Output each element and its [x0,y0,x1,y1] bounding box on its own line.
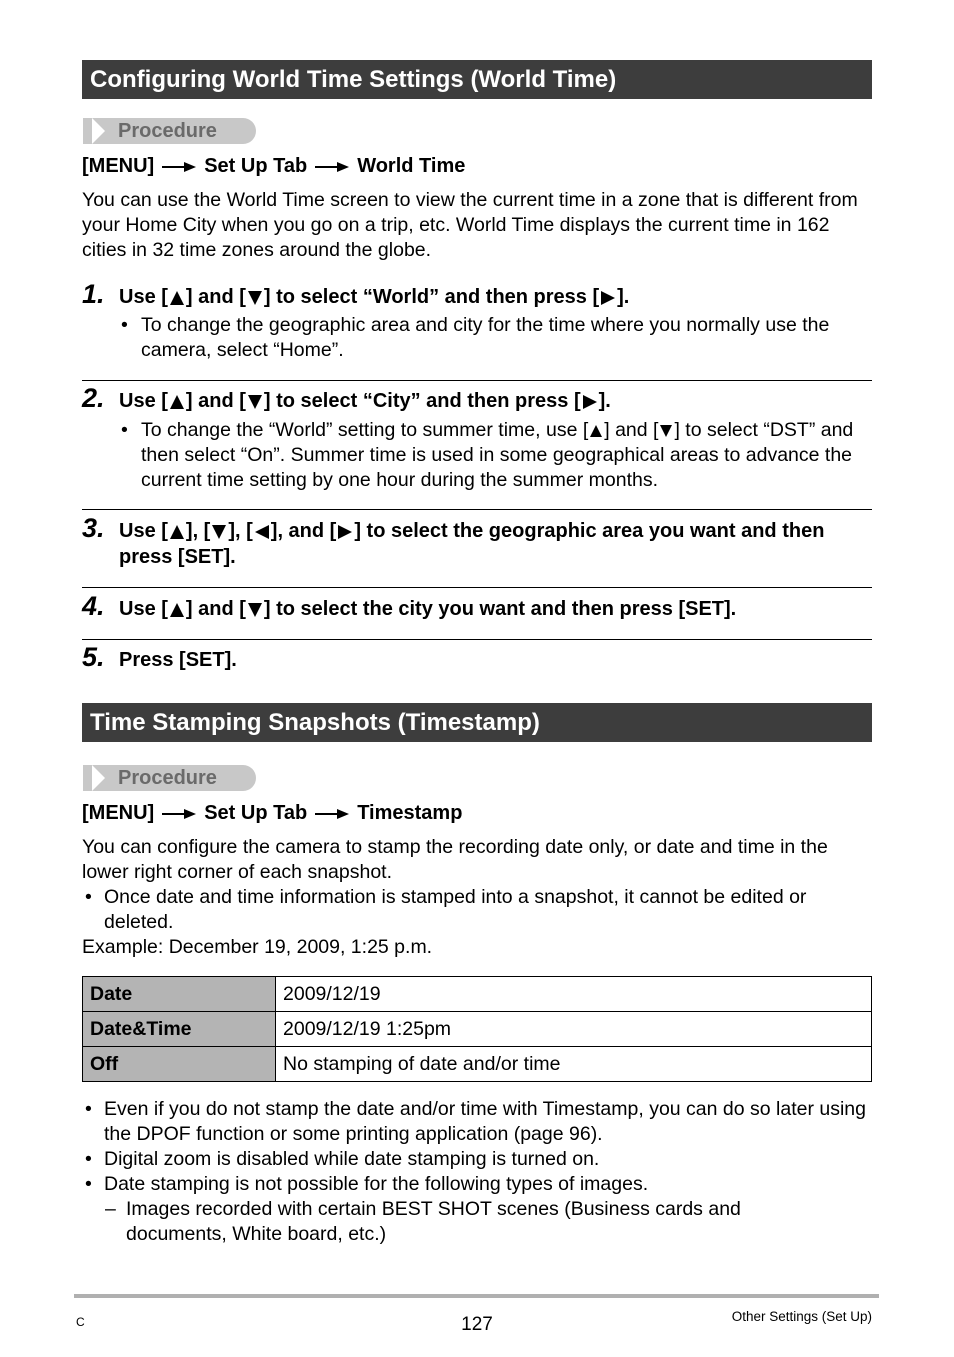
footer-rule [74,1294,879,1298]
table-row [83,977,872,1012]
procedure-bar [83,118,91,144]
table-value: No stamping of date and/or time [276,1047,872,1082]
note-text: Date stamping is not possible for the following types of images. [104,1173,649,1195]
step-4-text [119,596,879,622]
arrow-right-icon [315,809,349,819]
down-arrow-icon [660,425,672,437]
note-3 [85,1172,875,1197]
text-segment: ] and [ [185,598,246,620]
right-arrow-icon [583,395,597,409]
text-segment: ] to select the city you want and then press [SET]. [263,598,737,620]
timestamp-bullet [85,885,875,935]
text-segment: ] to select “DST” and then select “On”. Summer time is used in some geographical areas to advance the current time setting by one hour during the summer months. [141,419,854,491]
procedure-badge [83,765,256,791]
intro-paragraph: You can use the World Time screen to view the current time in a zone that is different from your Home City when you go on a trip, etc. World Time displays the current time in 162 cities in 32 time zones around the globe. [82,189,858,261]
chevron-right-icon [92,765,105,791]
text-segment: Use [ [119,520,168,542]
down-arrow-icon [212,525,226,539]
menu-path-setup-tab: Set Up Tab [204,155,308,177]
table-value: 2009/12/19 1:25pm [276,1012,872,1047]
up-arrow-icon [170,603,184,617]
bullet-dot: • [85,1148,92,1170]
down-arrow-icon [248,291,262,305]
dash-mark: – [105,1198,116,1220]
table-key: Date&Time [83,1012,276,1047]
up-arrow-icon [590,425,602,437]
procedure-badge [83,118,256,144]
text-segment: ] and [ [185,390,246,412]
bullet-text: Once date and time information is stamped into a snapshot, it cannot be edited or deleted. [104,886,807,933]
step-number: 3. [82,513,105,543]
page-number: 127 [461,1314,493,1335]
table-row [83,1047,872,1082]
right-arrow-icon [601,291,615,305]
table-key: Date [83,977,276,1012]
text-segment: ], and [ [270,520,337,542]
text-segment: ]. [598,390,611,412]
divider [82,380,872,381]
menu-path [82,154,465,178]
table-value: 2009/12/19 [276,977,872,1012]
note-text [141,418,871,493]
text-segment: Use [ [119,390,168,412]
up-arrow-icon [170,291,184,305]
step-2-text [119,388,879,414]
table-row [83,1012,872,1047]
section-title-world-time: Configuring World Time Settings (World Time) [82,60,872,99]
bullet-dot: • [85,1173,92,1195]
procedure-bar [83,765,91,791]
menu-path-menu: [MENU] [82,802,155,824]
step-number: 2. [82,383,105,413]
footer-chapter: Other Settings (Set Up) [731,1309,872,1324]
sub-note [105,1197,855,1247]
bullet-dot: • [121,314,128,336]
down-arrow-icon [248,395,262,409]
text-segment: Use [ [119,286,168,308]
bullet-dot: • [85,1098,92,1120]
note-1 [85,1097,875,1147]
text-segment: To change the “World” setting to summer time, use [ [141,419,589,441]
table-key: Off [83,1047,276,1082]
divider [82,509,872,510]
step-number: 5. [82,642,105,672]
text-segment: ], [ [228,520,253,542]
right-arrow-icon [338,525,352,539]
timestamp-table [82,976,872,1082]
section-title-timestamp: Time Stamping Snapshots (Timestamp) [82,703,872,742]
divider [82,639,872,640]
note-text: Digital zoom is disabled while date stamping is turned on. [104,1148,600,1170]
chevron-right-icon [92,118,105,144]
bullet-dot: • [121,419,128,441]
timestamp-intro: You can configure the camera to stamp the recording date only, or date and time in the lower right corner of each snapshot. [82,836,828,883]
example-text: Example: December 19, 2009, 1:25 p.m. [82,936,433,958]
text-segment: ] and [ [604,419,659,441]
text-segment: ]. [617,286,630,308]
up-arrow-icon [170,525,184,539]
note-text: To change the geographic area and city for the time where you normally use the camera, select “Home”. [141,314,830,361]
text-segment: Use [ [119,598,168,620]
arrow-right-icon [162,162,196,172]
menu-path [82,801,462,825]
procedure-label: Procedure [118,767,217,789]
step-1-note [121,313,861,363]
step-2-note [121,418,871,493]
footer-left-mark: C [76,1315,85,1329]
up-arrow-icon [170,395,184,409]
step-number: 1. [82,279,105,309]
text-segment: ] to select “World” and then press [ [263,286,600,308]
arrow-right-icon [162,809,196,819]
text-segment: ] to select “City” and then press [ [263,390,581,412]
text-segment: ] to select the geographic area you want and then press [SET]. [119,520,825,568]
menu-path-world-time: World Time [357,155,466,177]
down-arrow-icon [248,603,262,617]
divider [82,587,872,588]
menu-path-timestamp: Timestamp [357,802,463,824]
text-segment: ] and [ [185,286,246,308]
procedure-label: Procedure [118,120,217,142]
sub-note-text: Images recorded with certain BEST SHOT scenes (Business cards and documents, White board, etc.) [126,1198,741,1245]
step-number: 4. [82,591,105,621]
step-5-text: Press [SET]. [119,649,237,671]
step-1-text [119,284,879,310]
bullet-dot: • [85,886,92,908]
text-segment: ], [ [185,520,211,542]
note-text: Even if you do not stamp the date and/or time with Timestamp, you can do so later using the DPOF function or some printing application (page 96). [104,1098,866,1145]
left-arrow-icon [255,525,269,539]
menu-path-menu: [MENU] [82,155,155,177]
step-3-text [119,518,879,570]
arrow-right-icon [315,162,349,172]
menu-path-setup-tab: Set Up Tab [204,802,308,824]
note-2 [85,1147,875,1172]
